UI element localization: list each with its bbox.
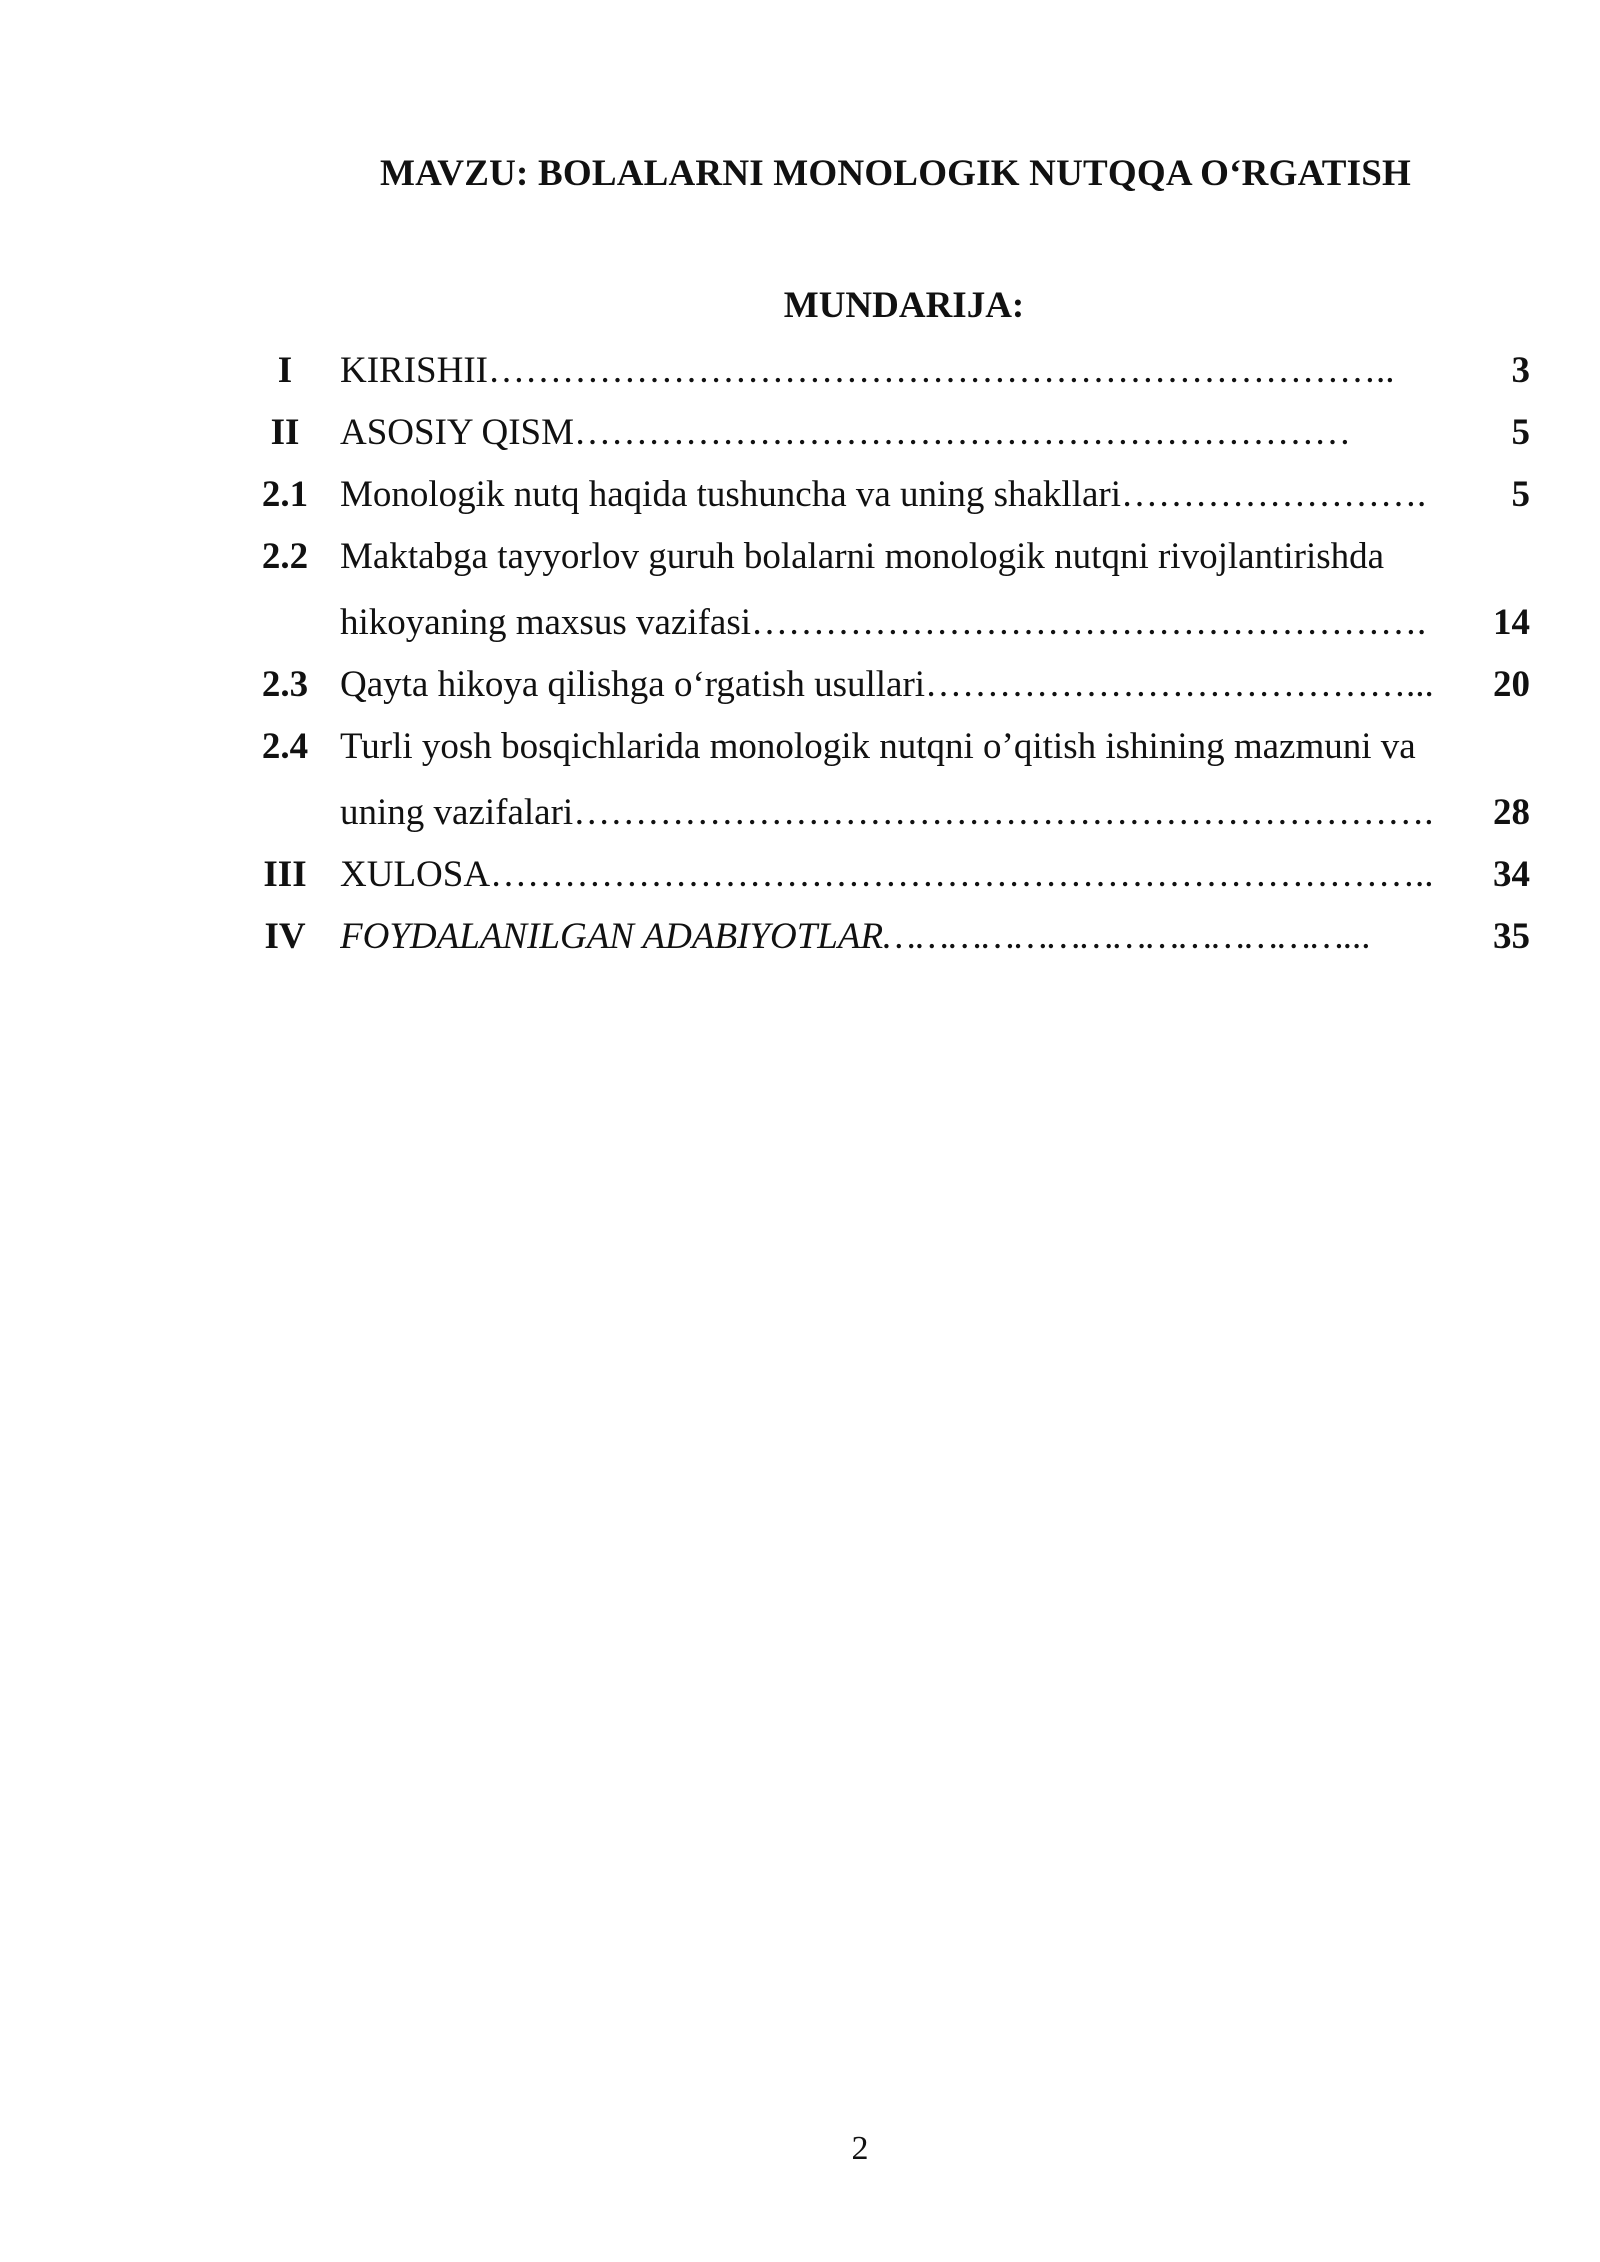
toc-row	[230, 340, 1530, 402]
toc-row	[230, 844, 1530, 906]
toc-row	[230, 654, 1530, 716]
toc-entry-text: Turli yosh bosqichlarida monologik nutqni o’qitish ishining mazmuni va	[340, 726, 1416, 767]
toc-entry-text: Maktabga tayyorlov guruh bolalarni monologik nutqni rivojlantirishda	[340, 536, 1385, 577]
toc-page-number: 35	[1493, 916, 1530, 957]
toc-number: III	[263, 854, 307, 895]
page-number: 2	[851, 2130, 869, 2167]
toc-page-number: 5	[1511, 412, 1530, 453]
toc-row	[230, 716, 1530, 778]
toc-entry-text: KIRISHII………………………………………………………………..	[340, 350, 1395, 391]
toc-heading: MUNDARIJA:	[783, 285, 1025, 326]
toc-row	[230, 906, 1530, 968]
toc-page-number: 3	[1511, 350, 1530, 391]
toc-number: II	[270, 412, 300, 453]
toc-page-number: 14	[1493, 602, 1530, 643]
toc-row-continuation	[230, 592, 1530, 654]
toc-entry-text: ASOSIY QISM………………………………………………………	[340, 412, 1352, 453]
toc-row	[230, 464, 1530, 526]
toc-number: 2.1	[261, 474, 309, 515]
toc-page-number: 5	[1511, 474, 1530, 515]
table-of-contents	[230, 340, 1530, 968]
toc-entry-text: Qayta hikoya qilishga o‘rgatish usullari…………………………………...	[340, 664, 1434, 705]
toc-page-number: 20	[1493, 664, 1530, 705]
toc-entry-text: Monologik nutq haqida tushuncha va uning shakllari…………………….	[340, 474, 1427, 515]
toc-page-number: 34	[1493, 854, 1530, 895]
toc-row	[230, 402, 1530, 464]
toc-row	[230, 526, 1530, 588]
toc-entry-text: hikoyaning maxsus vazifasi……………………………………………….	[340, 602, 1427, 643]
toc-number: 2.4	[261, 726, 309, 767]
toc-number: 2.3	[261, 664, 309, 705]
toc-number: I	[277, 350, 293, 391]
toc-number: IV	[264, 916, 306, 957]
toc-entry-text: uning vazifalari…………………………………………………………….	[340, 792, 1434, 833]
toc-row-continuation	[230, 782, 1530, 844]
toc-page-number: 28	[1493, 792, 1530, 833]
page-title: MAVZU: BOLALARNI MONOLOGIK NUTQQA O‘RGATISH	[380, 153, 1411, 194]
toc-entry-text: XULOSA…………………………………………………………………..	[340, 854, 1434, 895]
toc-entry-text: FOYDALANILGAN ADABIYOTLAR……………………………………...	[340, 916, 1372, 957]
toc-number: 2.2	[261, 536, 309, 577]
